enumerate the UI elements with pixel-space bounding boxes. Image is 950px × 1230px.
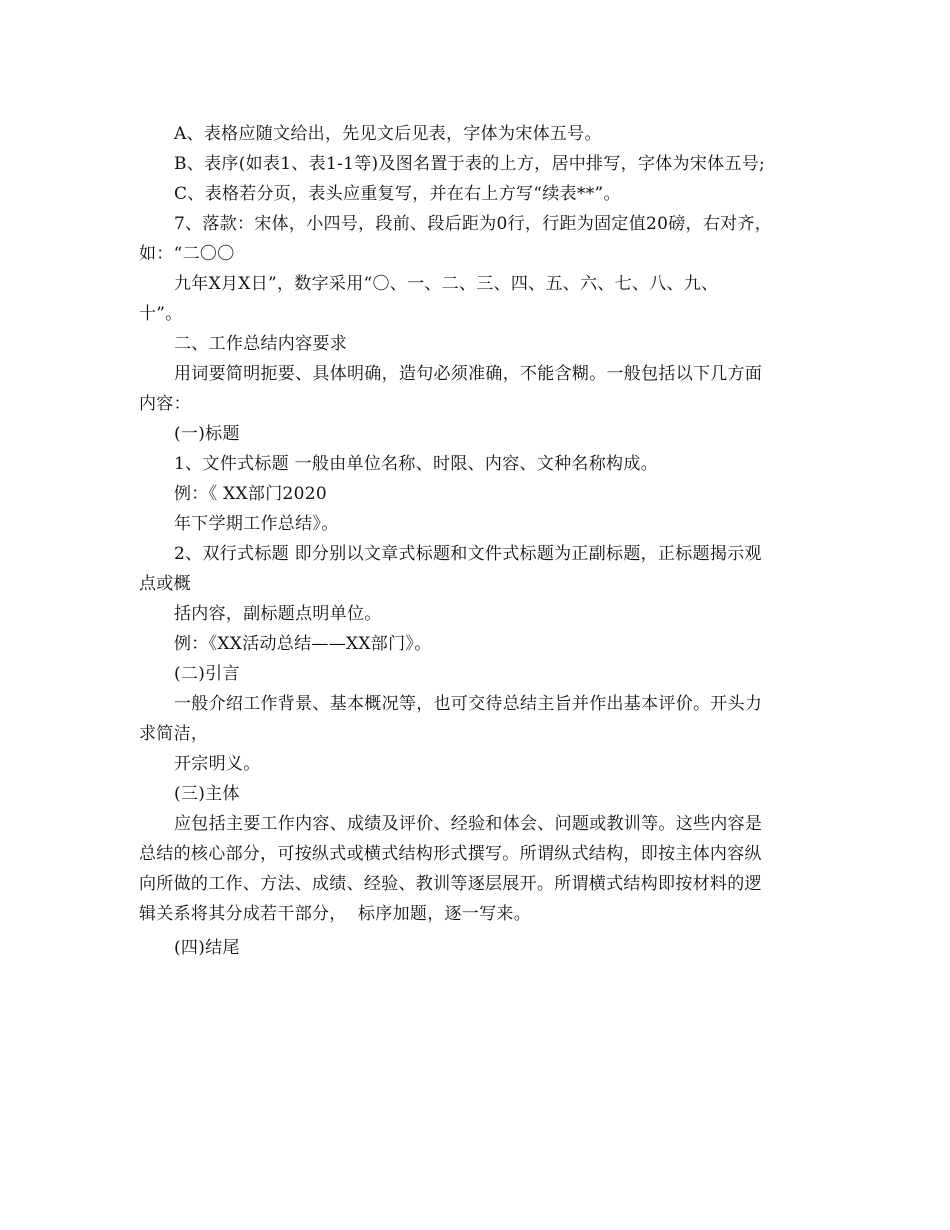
text-line: 括内容，副标题点明单位。	[174, 604, 382, 624]
text-line: 十”。	[139, 304, 183, 324]
text-line: 用词要简明扼要、具体明确，造句必须准确，不能含糊。一般包括以下几方面	[174, 364, 763, 384]
text-line: B、表序(如表1、表1-1等)及图名置于表的上方，居中排写，字体为宋体五号;	[174, 154, 766, 174]
text-line: 求简洁，	[139, 724, 209, 744]
text-line: 开宗明义。	[174, 754, 261, 774]
text-line: 应包括主要工作内容、成绩及评价、经验和体会、问题或教训等。这些内容是	[174, 814, 763, 834]
text-line: 2、双行式标题 即分别以文章式标题和文件式标题为正副标题，正标题揭示观	[174, 544, 762, 564]
text-line: 二、工作总结内容要求	[174, 334, 347, 354]
text-line: (三)主体	[174, 784, 240, 804]
text-line: 内容：	[139, 394, 191, 414]
text-line: 年下学期工作总结》。	[174, 514, 339, 534]
text-line: 总结的核心部分，可按纵式或横式结构形式撰写。所谓纵式结构，即按主体内容纵	[139, 844, 762, 864]
text-line: 例：《XX活动总结——XX部门》。	[174, 634, 432, 654]
text-line: 如：“二〇〇	[139, 244, 235, 264]
text-line: 辑关系将其分成若干部分， 标序加题，逐一写来。	[139, 904, 532, 924]
text-line: 一般介绍工作背景、基本概况等，也可交待总结主旨并作出基本评价。开头力	[174, 694, 763, 714]
text-line: 向所做的工作、方法、成绩、经验、教训等逐层展开。所谓横式结构即按材料的逻	[139, 874, 762, 894]
text-line: 例：《 XX部门2020	[174, 484, 327, 504]
text-line: 7、落款：宋体，小四号，段前、段后距为0行，行距为固定值20磅，右对齐，	[174, 214, 773, 234]
text-line: A、表格应随文给出，先见文后见表，字体为宋体五号。	[174, 124, 602, 144]
text-line: C、表格若分页，表头应重复写，并在右上方写“续表**”。	[174, 184, 621, 204]
text-line: (四)结尾	[174, 938, 240, 958]
text-line: (一)标题	[174, 424, 240, 444]
text-line: 点或概	[139, 574, 191, 594]
text-line: 1、文件式标题 一般由单位名称、时限、内容、文种名称构成。	[174, 454, 658, 474]
document-body	[139, 119, 829, 963]
text-line: (二)引言	[174, 664, 240, 684]
text-line: 九年X月X日”，数字采用“〇、一、二、三、四、五、六、七、八、九、	[174, 274, 719, 294]
